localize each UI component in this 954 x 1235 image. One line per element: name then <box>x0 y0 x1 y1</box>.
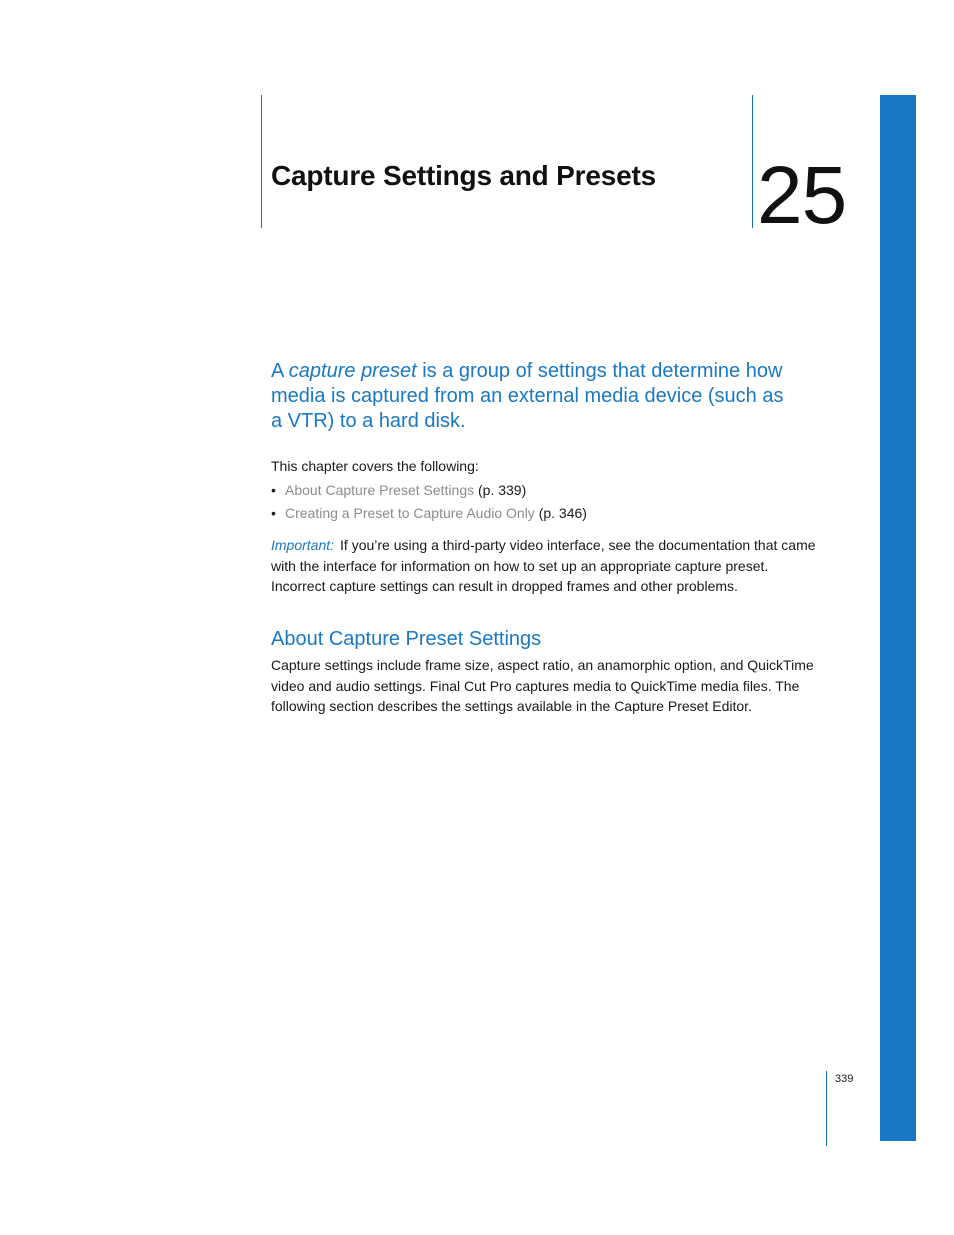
chapter-number: 25 <box>757 150 847 241</box>
toc-page-ref: (p. 346) <box>534 505 587 521</box>
intro-prefix: A <box>271 360 289 382</box>
chapter-title: Capture Settings and Presets <box>271 160 656 191</box>
list-item <box>271 479 587 502</box>
chapter-intro <box>271 359 791 434</box>
section-body: Capture settings include frame size, aspect ratio, an anamorphic option, and QuickTime video and audio settings. Final Cut Pro captures media to QuickTime media files. The following section describes the settings available in the Capture Preset Editor. <box>271 657 814 714</box>
intro-term: capture preset <box>288 360 417 382</box>
toc-link-creating-audio-preset[interactable]: Creating a Preset to Capture Audio Only <box>285 505 535 521</box>
number-divider <box>752 95 753 228</box>
intro-suffix: is a group of settings that determine how media is captured from an external media device (such as a VTR) to a hard disk. <box>271 360 784 432</box>
toc-page-ref: (p. 339) <box>474 482 527 498</box>
bullet: • <box>271 505 276 521</box>
important-label: Important: <box>271 537 335 553</box>
section-heading: About Capture Preset Settings <box>271 628 542 650</box>
page-number: 339 <box>835 1073 854 1085</box>
bullet: • <box>271 482 276 498</box>
chapter-contents-list <box>271 479 587 525</box>
title-divider <box>261 95 262 228</box>
important-note <box>271 535 821 597</box>
toc-link-about-capture-preset-settings[interactable]: About Capture Preset Settings <box>285 482 475 498</box>
covers-text: This chapter covers the following: <box>271 458 479 474</box>
chapter-color-tab <box>880 95 916 1141</box>
folio-divider <box>826 1071 827 1146</box>
list-item <box>271 502 587 525</box>
important-text: If you’re using a third-party video interface, see the documentation that came with the interface for information on how to set up an appropriate capture preset. Incorrect capture settings can result in dropped frames and other problems. <box>271 537 816 594</box>
